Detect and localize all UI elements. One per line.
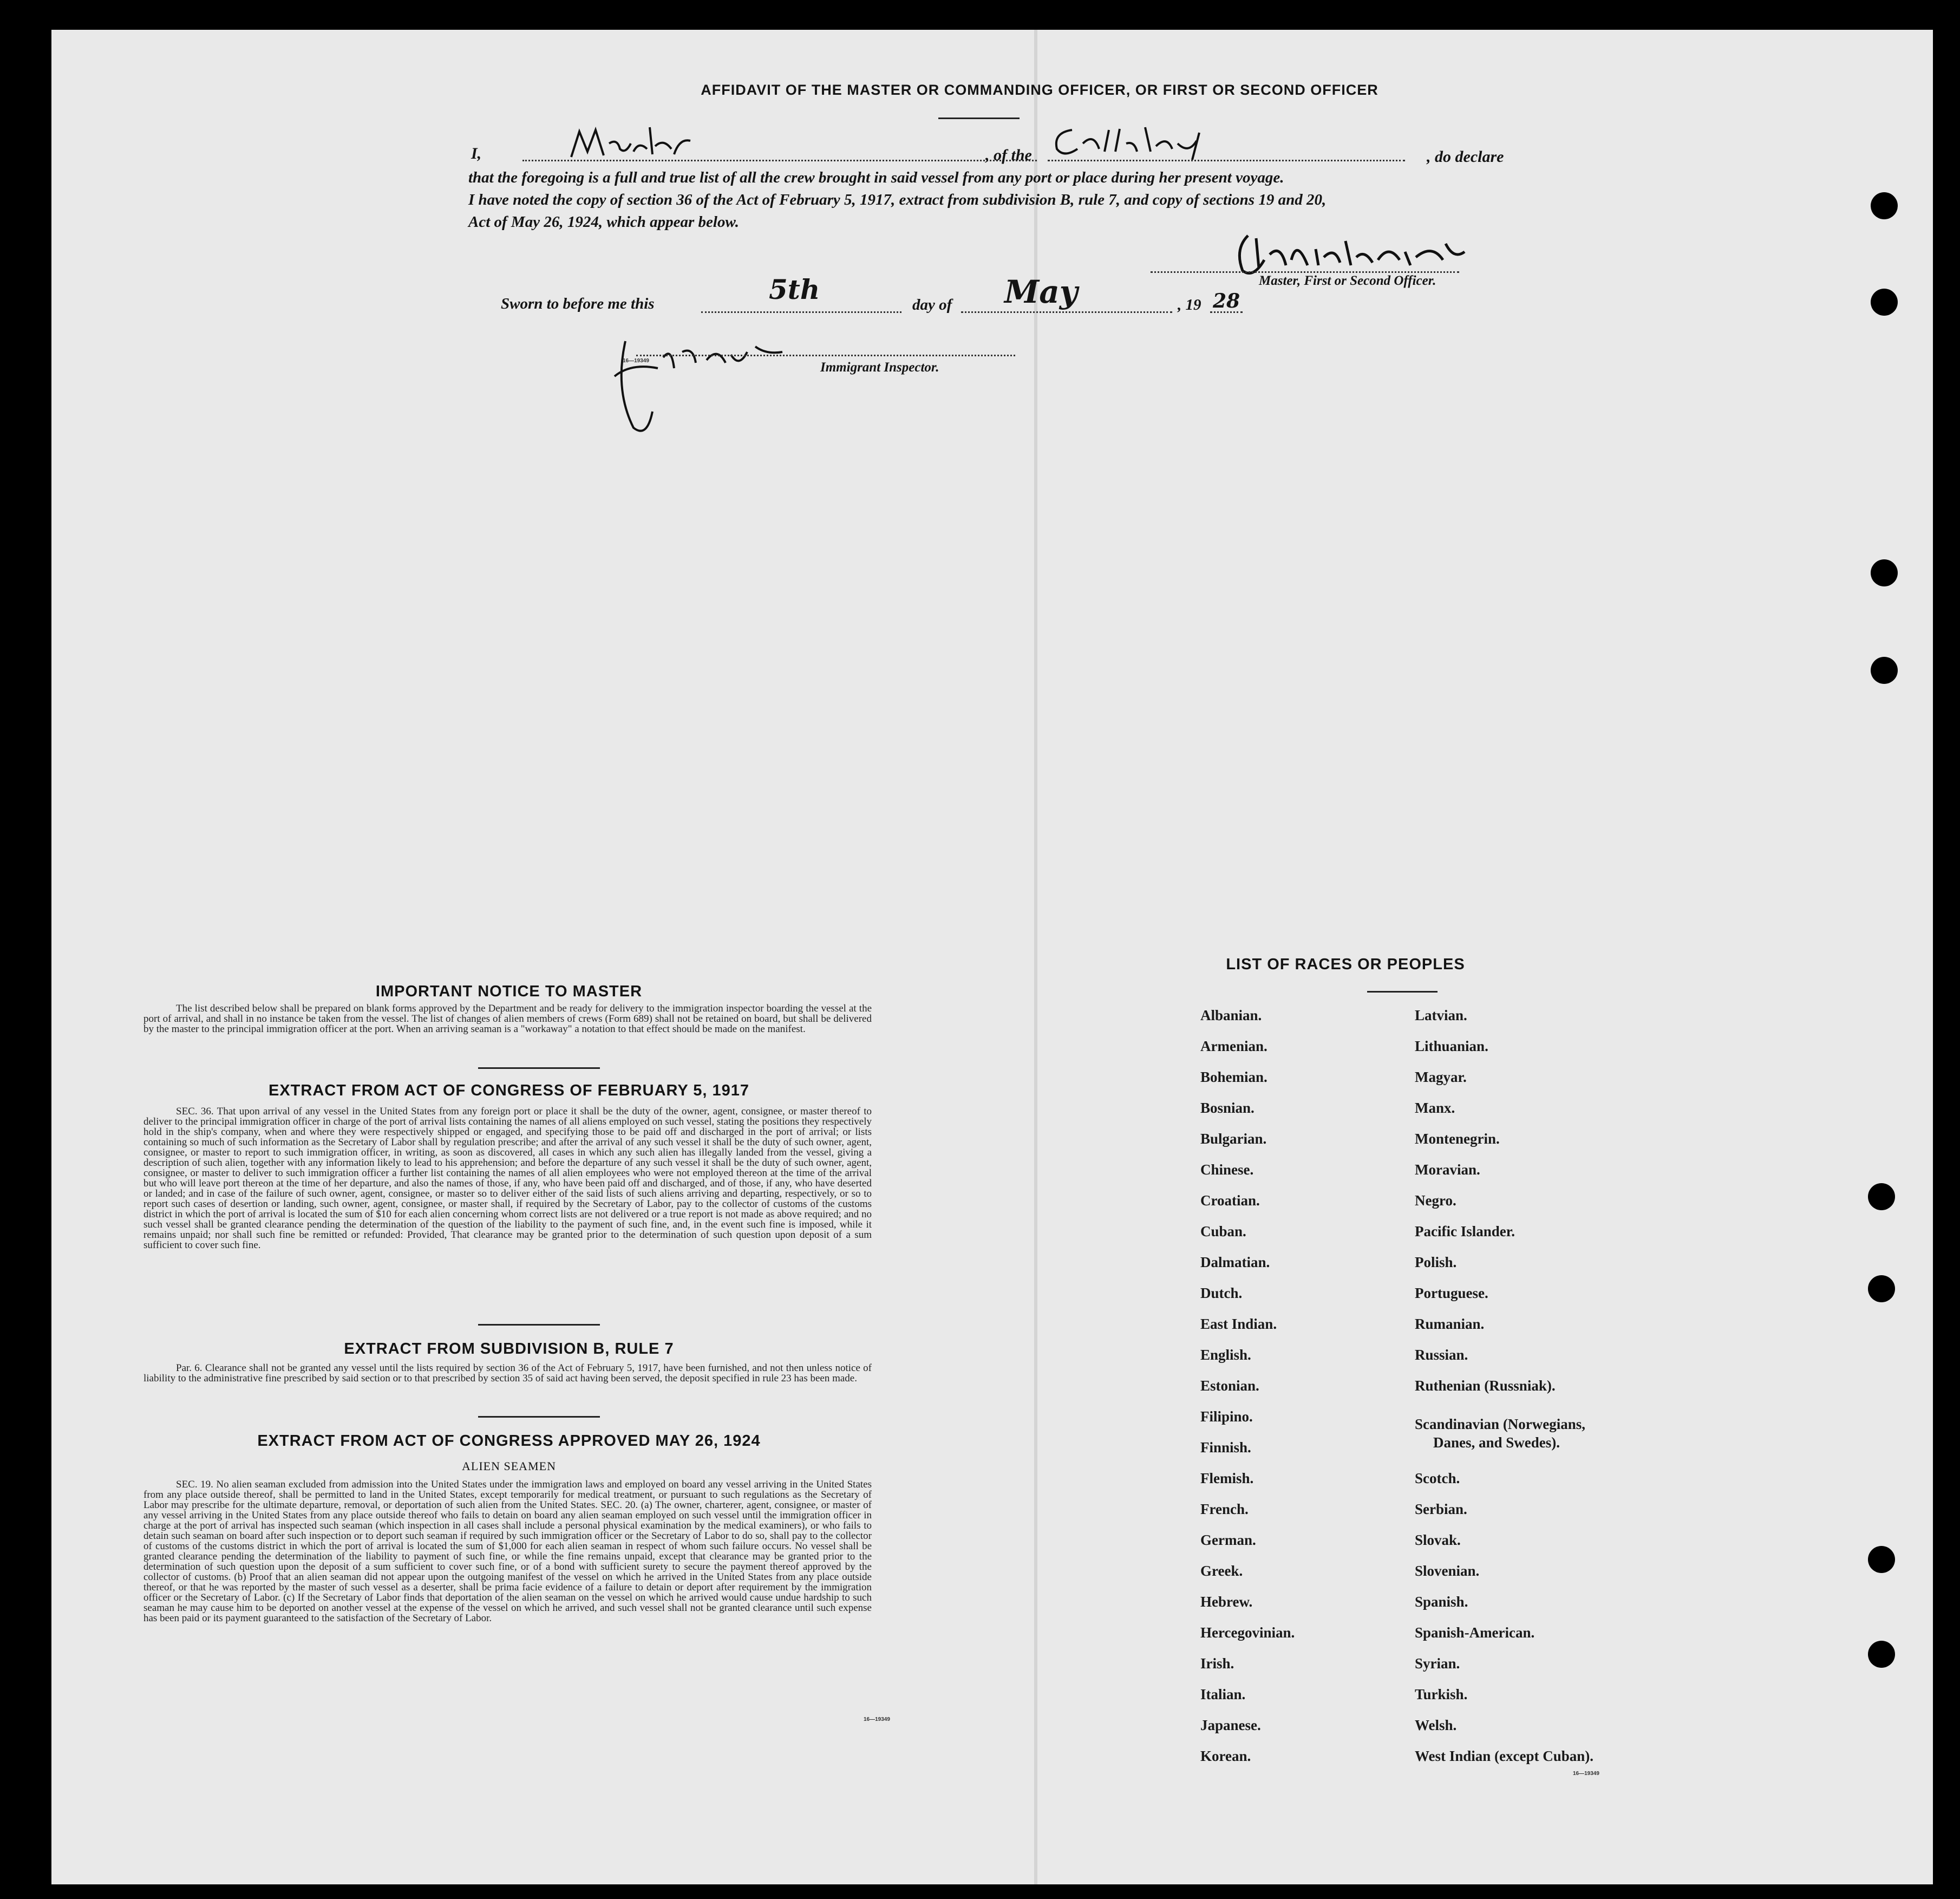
punch-hole xyxy=(1868,1641,1895,1668)
race-left: Cuban. xyxy=(1200,1223,1246,1239)
race-left: German. xyxy=(1200,1532,1256,1548)
race-left: East Indian. xyxy=(1200,1316,1277,1332)
month-handwritten: May xyxy=(1004,273,1078,310)
day-handwritten: 5th xyxy=(769,273,820,305)
race-left: Flemish. xyxy=(1200,1470,1254,1486)
race-left: Armenian. xyxy=(1200,1038,1268,1054)
race-right: Russian. xyxy=(1415,1347,1468,1363)
race-right: Pacific Islander. xyxy=(1415,1223,1515,1239)
race-right: Spanish-American. xyxy=(1415,1624,1535,1641)
race-right: Negro. xyxy=(1415,1192,1456,1209)
punch-hole xyxy=(1871,657,1898,684)
race-right: Portuguese. xyxy=(1415,1285,1488,1301)
notice-text: The list described below shall be prepared on blank forms approved by the Department and be ready for delivery to the immigration inspector boarding the vessel at the port of arrival, and shall in no instance be taken from the vessel. The list of changes of alien members of crews (Form 689) shall not be retained on board, but shall be delivered by the master to the principal immigration officer at the port. When an arriving seaman is a "workaway" a notation to that effect should be made on the manifest. xyxy=(143,1003,872,1035)
affidavit-i-label: I, xyxy=(471,145,482,162)
race-right: Montenegrin. xyxy=(1415,1131,1500,1147)
race-left: Italian. xyxy=(1200,1686,1246,1702)
inspector-line xyxy=(636,355,1015,356)
year-prefix: , 19 xyxy=(1178,296,1201,314)
races-title: LIST OF RACES OR PEOPLES xyxy=(1226,956,1465,973)
punch-hole xyxy=(1868,1546,1895,1573)
extract1-title: EXTRACT FROM ACT OF CONGRESS OF FEBRUARY 5, 1917 xyxy=(268,1082,750,1099)
race-right: Scotch. xyxy=(1415,1470,1460,1486)
race-right: Spanish. xyxy=(1415,1594,1468,1610)
day-of-label: day of xyxy=(912,296,952,314)
signature-line xyxy=(1151,271,1459,273)
race-right: Danes, and Swedes). xyxy=(1433,1434,1560,1451)
extract3-subtitle: ALIEN SEAMEN xyxy=(462,1459,556,1473)
race-left: Hebrew. xyxy=(1200,1594,1253,1610)
do-declare-label: , do declare xyxy=(1427,148,1504,166)
race-left: Bulgarian. xyxy=(1200,1131,1267,1147)
master-handwriting xyxy=(566,122,701,165)
inspector-form-number: 16—19349 xyxy=(623,358,649,364)
sworn-label: Sworn to before me this xyxy=(501,295,655,312)
extract3-text: SEC. 19. No alien seaman excluded from admission into the United States under the immigration laws and employed on board any vessel arriving in the United States from any place outside thereof, shall be permitted to land in the United States, except temporarily for medical treatment, or pursuant to such regulations as the Secretary of Labor may prescribe for the ultimate departure, removal, or deportation of such alien from the United States. SEC. 20. (a) The owner, charterer, agent, consignee, or master of any vessel arriving in the United States from any place outside thereof who fails to detain on board any alien seaman employed on such vessel until the immigration officer in charge at the port of arrival has inspected such seaman (which inspection in all cases shall include a personal physical examination by the medical examiners), or who fails to detain such seaman on board after such inspection or to deport such seaman if required by such immigration officer or the Secretary of Labor to do so, shall pay to the collector of customs of the customs district in which the port of arrival is located the sum of $1,000 for each alien seaman in respect of whom such failure occurs. No vessel shall be granted clearance pending the determination of the liability to payment of such fine, or while the fine remains unpaid, except that clearance may be granted prior to the determination of such question upon the deposit of a sum sufficient to cover such fine, or of a bond with sufficient surety to secure the payment thereof approved by the collector of customs. (b) Proof that an alien seaman did not appear upon the outgoing manifest of the vessel on which he arrived in the United States from any place outside thereof, or that he was reported by the master of such vessel as a deserter, shall be prima facie evidence of a failure to detain or deport after requirement by the immigration officer or the Secretary of Labor. (c) If the Secretary of Labor finds that deportation of the alien seaman on the vessel on which he arrived would cause undue hardship to such seaman he may cause him to be deported on another vessel at the expense of the vessel on which he arrived, and such vessel shall not be granted clearance until such expense has been paid or its payment guaranteed to the satisfaction of the Secretary of Labor. xyxy=(143,1479,872,1624)
race-right: Magyar. xyxy=(1415,1069,1467,1085)
divider xyxy=(478,1067,600,1069)
race-right: Slovak. xyxy=(1415,1532,1461,1548)
vessel-name-handwriting xyxy=(1050,119,1224,162)
race-left: Irish. xyxy=(1200,1655,1234,1672)
divider xyxy=(1367,991,1438,993)
race-left: Japanese. xyxy=(1200,1717,1261,1733)
race-left: Hercegovinian. xyxy=(1200,1624,1295,1641)
race-right: Moravian. xyxy=(1415,1161,1480,1178)
race-left: Filipino. xyxy=(1200,1408,1253,1425)
extract2-title: EXTRACT FROM SUBDIVISION B, RULE 7 xyxy=(344,1340,674,1358)
race-left: Albanian. xyxy=(1200,1007,1262,1023)
race-right: Syrian. xyxy=(1415,1655,1460,1672)
day-line xyxy=(701,311,901,313)
punch-hole xyxy=(1871,559,1898,586)
race-left: Dutch. xyxy=(1200,1285,1243,1301)
race-right: Manx. xyxy=(1415,1100,1455,1116)
divider xyxy=(478,1324,600,1326)
race-left: Greek. xyxy=(1200,1563,1243,1579)
race-left: Dalmatian. xyxy=(1200,1254,1270,1270)
punch-hole xyxy=(1871,192,1898,219)
divider xyxy=(478,1416,600,1418)
race-left: Bosnian. xyxy=(1200,1100,1255,1116)
extract1-text: SEC. 36. That upon arrival of any vessel in the United States from any foreign port or place it shall be the duty of the owner, agent, consignee, or master thereof to deliver to the principal immigration officer in charge of the port of arrival lists containing the names of all aliens employed on such vessel, stating the positions they respectively hold in the ship's company, when and where they were respectively shipped or engaged, and specifying those to be paid off and discharged in the port of arrival; or lists containing so much of such information as the Secretary of Labor shall by regulation prescribe; and after the arrival of any such vessel it shall be the duty of such owner, agent, consignee, or master to report to such immigration officer, in writing, as soon as discovered, all cases in which any such alien has illegally landed from the vessel, giving a description of such alien, together with any information likely to lead to his apprehension; and before the departure of any such vessel it shall be the duty of such owner, agent, consignee, or master to deliver to such immigration officer a further list containing the names of all alien employees who were not employed thereon at the time of the arrival but who will leave port thereon at the time of her departure, and also the names of those, if any, who have been paid off and discharged, and of those, if any, who have deserted or landed; and in case of the failure of such owner, agent, consignee, or master so to deliver either of the said lists of such aliens arriving and departing, respectively, or so to report such cases of desertion or landing, such owner, agent, consignee, or master shall, if required by the Secretary of Labor, pay to the collector of customs of the customs district in which the port of arrival is located the sum of $10 for each alien concerning whom correct lists are not delivered or a true report is not made as above required; and no such vessel shall be granted clearance pending the determination of the question of the liability to the payment of such fine, and, in the event such fine is imposed, while it remains unpaid; nor shall such fine be remitted or refunded: Provided, That clearance may be granted prior to the determination of such question upon deposit of a sum sufficient to cover such fine. xyxy=(143,1106,872,1251)
affidavit-line3: I have noted the copy of section 36 of the Act of February 5, 1917, extract from subdivision B, rule 7, and copy of sections 19 and 20, xyxy=(468,191,1327,208)
race-right: Ruthenian (Russniak). xyxy=(1415,1378,1556,1394)
inspector-signature xyxy=(593,325,842,444)
race-right: Lithuanian. xyxy=(1415,1038,1488,1054)
race-left: Bohemian. xyxy=(1200,1069,1268,1085)
month-line xyxy=(961,311,1172,313)
race-right: Scandinavian (Norwegians, xyxy=(1415,1416,1586,1432)
of-the-label: , of the xyxy=(985,146,1032,164)
document-sheet xyxy=(51,30,1933,1884)
race-right: Serbian. xyxy=(1415,1501,1467,1517)
extract-form-number: 16—19349 xyxy=(864,1717,890,1722)
race-left: Croatian. xyxy=(1200,1192,1260,1209)
race-left: Estonian. xyxy=(1200,1378,1259,1394)
races-form-number: 16—19349 xyxy=(1573,1771,1599,1777)
race-right: Rumanian. xyxy=(1415,1316,1485,1332)
notice-title: IMPORTANT NOTICE TO MASTER xyxy=(375,983,643,1000)
race-right: Welsh. xyxy=(1415,1717,1457,1733)
punch-hole xyxy=(1871,289,1898,316)
divider xyxy=(938,118,1020,119)
punch-hole xyxy=(1868,1275,1895,1302)
race-right: West Indian (except Cuban). xyxy=(1415,1748,1594,1764)
year-handwritten: 28 xyxy=(1213,290,1240,312)
punch-hole xyxy=(1868,1183,1895,1210)
extract2-text: Par. 6. Clearance shall not be granted any vessel until the lists required by section 36 of the Act of February 5, 1917, have been furnished, and not then unless notice of liability to the administrative fine prescribed by said section or to that prescribed by section 35 of said act having been served, the deposit specified in rule 23 has been made. xyxy=(143,1362,872,1384)
race-right: Slovenian. xyxy=(1415,1563,1480,1579)
affidavit-line4: Act of May 26, 1924, which appear below. xyxy=(468,213,739,231)
signature-caption: Master, First or Second Officer. xyxy=(1259,273,1436,288)
race-left: Chinese. xyxy=(1200,1161,1254,1178)
extract3-title: EXTRACT FROM ACT OF CONGRESS APPROVED MAY 26, 1924 xyxy=(257,1432,761,1450)
race-left: French. xyxy=(1200,1501,1249,1517)
race-left: Korean. xyxy=(1200,1748,1251,1764)
race-right: Turkish. xyxy=(1415,1686,1468,1702)
race-left: Finnish. xyxy=(1200,1439,1251,1456)
affidavit-title: AFFIDAVIT OF THE MASTER OR COMMANDING OFFICER, OR FIRST OR SECOND OFFICER xyxy=(701,82,1378,98)
race-right: Latvian. xyxy=(1415,1007,1467,1023)
race-left: English. xyxy=(1200,1347,1251,1363)
inspector-caption: Immigrant Inspector. xyxy=(820,360,939,375)
affidavit-line2: that the foregoing is a full and true list of all the crew brought in said vessel from any port or place during her present voyage. xyxy=(468,169,1284,186)
race-right: Polish. xyxy=(1415,1254,1457,1270)
